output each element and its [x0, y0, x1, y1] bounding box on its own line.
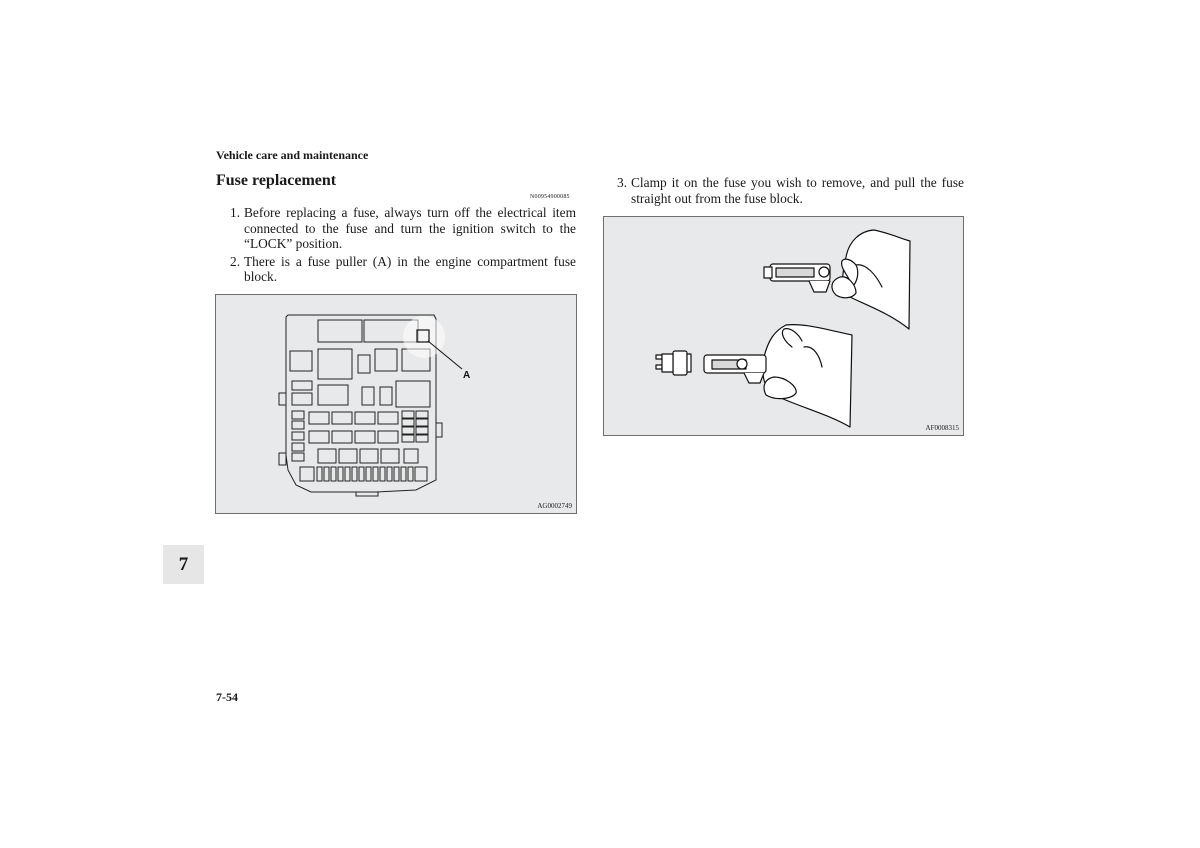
fuse-puller-figure [603, 216, 964, 436]
step-text: There is a fuse puller (A) in the engine compartment fuse block. [244, 253, 576, 285]
step-text: Before replacing a fuse, always turn off the electrical item connected to the fuse and turn the ignition switch to the “LOCK” position. [244, 205, 576, 252]
step-text: Clamp it on the fuse you wish to remove, and pull the fuse straight out from the fuse block. [631, 175, 964, 206]
step-3 [617, 175, 964, 206]
chapter-tab: 7 [163, 545, 204, 584]
step-number: 1. [230, 205, 241, 220]
step-number: 3. [617, 175, 628, 190]
fuse-block-diagram [216, 295, 576, 513]
fuse-puller-illustration [604, 217, 963, 435]
section-header: Vehicle care and maintenance [216, 148, 369, 162]
step-number: 2. [230, 253, 241, 269]
steps-right-column [617, 175, 964, 206]
step-2 [230, 254, 576, 285]
step-1 [230, 205, 576, 252]
steps-left-column [230, 205, 576, 285]
fuse-puller-label: A [463, 370, 471, 381]
document-code: N00954900085 [530, 194, 570, 200]
page-title: Fuse replacement [216, 172, 337, 189]
figure-code: AF0008315 [925, 424, 959, 432]
fuse-block-figure [215, 294, 577, 514]
page-number: 7-54 [216, 690, 238, 704]
figure-code: AG0002749 [537, 502, 572, 510]
